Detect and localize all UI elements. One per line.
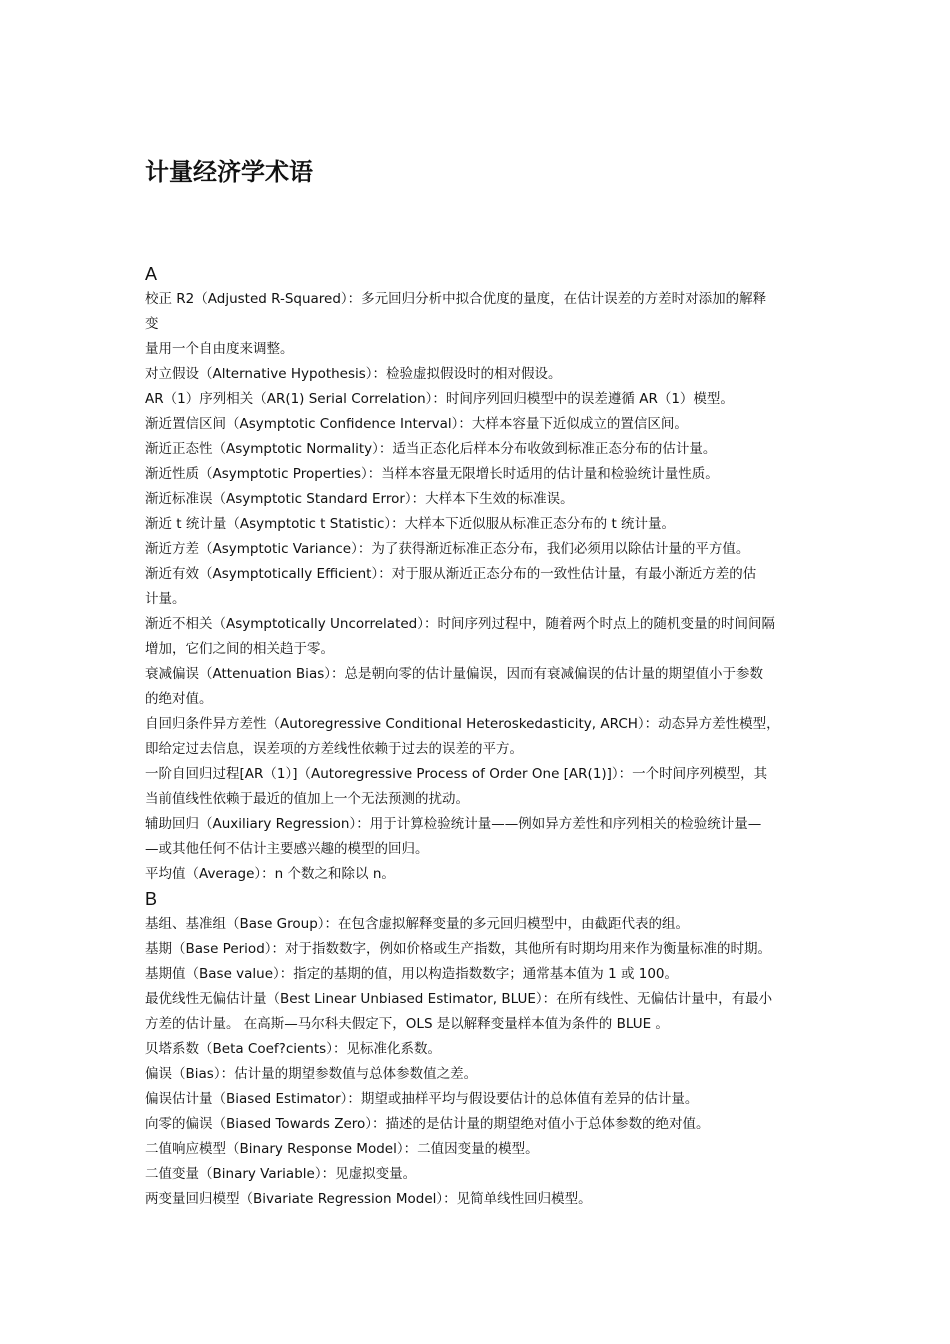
glossary-line: 增加，它们之间的相关趋于零。 [145, 641, 334, 657]
glossary-line: 计量。 [145, 591, 186, 607]
glossary-line: 量用一个自由度来调整。 [145, 341, 294, 357]
section-a-heading: A [145, 264, 158, 284]
glossary-body [145, 287, 825, 1212]
glossary-line: 渐近不相关（Asymptotically Uncorrelated）：时间序列过程中，随着两个时点上的随机变量的时间间隔 [145, 616, 775, 632]
glossary-line: 贝塔系数（Beta Coef?cients）：见标准化系数。 [145, 1041, 441, 1057]
glossary-line: 基期值（Base value）：指定的基期的值，用以构造指数数字；通常基本值为 1 或 100。 [145, 966, 679, 982]
glossary-line: 渐近有效（Asymptotically Efficient）：对于服从渐近正态分布的一致性估计量，有最小渐近方差的估 [145, 566, 757, 582]
glossary-line: —或其他任何不估计主要感兴趣的模型的回归。 [145, 841, 429, 857]
glossary-line: 两变量回归模型（Bivariate Regression Model）：见简单线性回归模型。 [145, 1191, 592, 1207]
glossary-line: 渐近 t 统计量（Asymptotic t Statistic）：大样本下近似服从标准正态分布的 t 统计量。 [145, 516, 676, 532]
glossary-line: 偏误（Bias）：估计量的期望参数值与总体参数值之差。 [145, 1066, 478, 1082]
glossary-line: 即给定过去信息，误差项的方差线性依赖于过去的误差的平方。 [145, 741, 523, 757]
glossary-line: 渐近标准误（Asymptotic Standard Error）：大样本下生效的标准误。 [145, 491, 574, 507]
section-a-heading-wrapper [145, 263, 157, 285]
glossary-line: 对立假设（Alternative Hypothesis）：检验虚拟假设时的相对假设。 [145, 366, 562, 382]
glossary-line: 偏误估计量（Biased Estimator）：期望或抽样平均与假设要估计的总体值有差异的估计量。 [145, 1091, 699, 1107]
glossary-line: 渐近性质（Asymptotic Properties）：当样本容量无限增长时适用的估计量和检验统计量性质。 [145, 466, 719, 482]
glossary-line: 最优线性无偏估计量（Best Linear Unbiased Estimator, BLUE）：在所有线性、无偏估计量中，有最小 [145, 991, 773, 1007]
glossary-line: 校正 R2（Adjusted R-Squared）：多元回归分析中拟合优度的量度，在估计误差的方差时对添加的解释 [145, 291, 767, 307]
glossary-line: 变 [145, 316, 159, 332]
glossary-line: 一阶自回归过程[AR（1）]（Autoregressive Process of Order One [AR(1)]）：一个时间序列模型，其 [145, 766, 768, 782]
glossary-line: 二值响应模型（Binary Response Model）：二值因变量的模型。 [145, 1141, 539, 1157]
section-b-heading: B [145, 889, 158, 909]
glossary-line: 渐近置信区间（Asymptotic Confidence Interval）：大样本容量下近似成立的置信区间。 [145, 416, 688, 432]
glossary-line: 基组、基准组（Base Group）：在包含虚拟解释变量的多元回归模型中，由截距代表的组。 [145, 916, 690, 932]
glossary-line: 渐近正态性（Asymptotic Normality）：适当正态化后样本分布收敛到标准正态分布的估计量。 [145, 441, 717, 457]
glossary-line: 平均值（Average）：n 个数之和除以 n。 [145, 866, 395, 882]
glossary-line: 当前值线性依赖于最近的值加上一个无法预测的扰动。 [145, 791, 469, 807]
glossary-line: 的绝对值。 [145, 691, 213, 707]
glossary-line: 衰减偏误（Attenuation Bias）：总是朝向零的估计量偏误，因而有衰减偏误的估计量的期望值小于参数 [145, 666, 763, 682]
glossary-line: 辅助回归（Auxiliary Regression）：用于计算检验统计量——例如异方差性和序列相关的检验统计量— [145, 816, 762, 832]
glossary-line: 方差的估计量。 在高斯—马尔科夫假定下，OLS 是以解释变量样本值为条件的 BLUE 。 [145, 1016, 669, 1032]
glossary-line: 基期（Base Period）：对于指数数字，例如价格或生产指数，其他所有时期均用来作为衡量标准的时期。 [145, 941, 772, 957]
glossary-line: 二值变量（Binary Variable）：见虚拟变量。 [145, 1166, 417, 1182]
glossary-line: 渐近方差（Asymptotic Variance）：为了获得渐近标准正态分布，我们必须用以除估计量的平方值。 [145, 541, 750, 557]
document-title: 计量经济学术语 [145, 158, 313, 186]
glossary-line: 自回归条件异方差性（Autoregressive Conditional Heteroskedasticity, ARCH）：动态异方差性模型， [145, 716, 780, 732]
glossary-line: AR（1）序列相关（AR(1) Serial Correlation）：时间序列回归模型中的误差遵循 AR（1）模型。 [145, 391, 734, 407]
glossary-line: 向零的偏误（Biased Towards Zero）：描述的是估计量的期望绝对值小于总体参数的绝对值。 [145, 1116, 710, 1132]
